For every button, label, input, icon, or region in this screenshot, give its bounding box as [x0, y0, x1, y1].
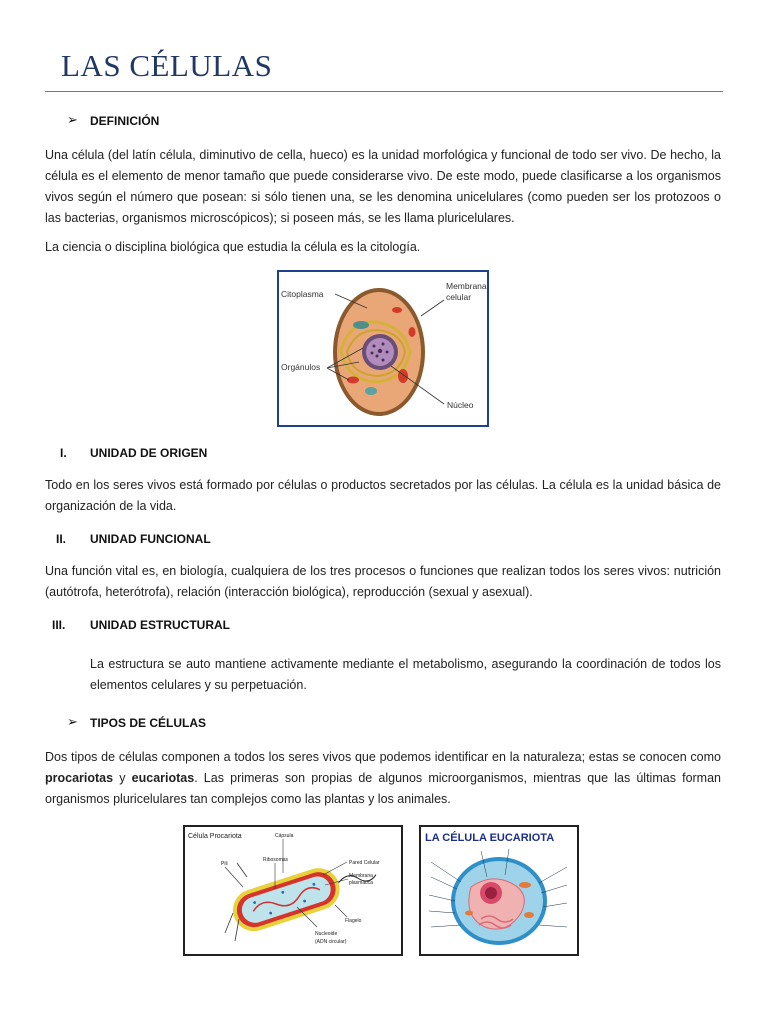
paragraph-unidad-funcional: Una función vital es, en biología, cualquiera de los tres procesos o funciones que realizan todos los seres vivos: nutrición (autótrofa, heterótrofa), relación (interacción biológica), reproducción (sexual y asexual).	[45, 564, 721, 599]
paragraph-tipos	[45, 747, 721, 810]
bullet-arrow-icon: ➢	[67, 714, 78, 729]
label-adn: (ADN circular)	[315, 939, 347, 945]
label-organulos: Orgánulos	[281, 362, 321, 372]
prokaryote-diagram	[183, 825, 403, 956]
label-capsula: Cápsula	[275, 833, 294, 839]
label-nucleoide: Nucleoide	[315, 931, 338, 937]
heading-definicion: DEFINICIÓN	[90, 114, 160, 128]
heading-unidad-estructural: UNIDAD ESTRUCTURAL	[90, 618, 230, 632]
label-celula-procariota: Célula Procariota	[188, 833, 242, 840]
text-run: . Las primeras son propias de algunos microorganismos, mientras que las últimas forman organismos pluricelulares tan complejos como las plantas y los animales.	[45, 771, 721, 806]
label-citoplasma: Citoplasma	[281, 289, 324, 299]
bullet-arrow-icon: ➢	[67, 112, 78, 127]
term-procariotas: procariotas	[45, 771, 114, 785]
title-rule	[45, 91, 723, 92]
page-title: LAS CÉLULAS	[61, 48, 273, 83]
label-ribosomas: Ribosomas	[263, 857, 289, 863]
paragraph-unidad-estructural: La estructura se auto mantiene activamente mediante el metabolismo, asegurando la coordinación de todos los elementos celulares y su perpetuación.	[90, 657, 721, 692]
cell-diagram	[277, 270, 489, 427]
heading-unidad-funcional: UNIDAD FUNCIONAL	[90, 532, 211, 546]
label-pili: Pili	[221, 861, 228, 867]
text-run: y	[113, 771, 132, 785]
paragraph-definicion: Una célula (del latín célula, diminutivo de cella, hueco) es la unidad morfológica y funcional de todo ser vivo. De hecho, la célula es el elemento de menor tamaño que puede considerarse vivo. De este modo, puede clasificarse a los organismos vivos según el número que posean: si sólo tienen una, se les denomina unicelulares (como pueden ser los protozoos o las bacterias, organismos microscópicos); si poseen más, se les llama pluricelulares.	[45, 148, 721, 225]
text-run: Dos tipos de células componen a todos los seres vivos que podemos identificar en la naturaleza; estas se conocen como	[45, 750, 721, 764]
heading-tipos: TIPOS DE CÉLULAS	[90, 716, 207, 730]
label-membrana-2: plasmática	[349, 880, 373, 886]
numeral-ii: II.	[56, 532, 67, 546]
label-membrana-1: Membrana	[446, 281, 487, 291]
label-nucleo: Núcleo	[447, 400, 474, 410]
label-pared-celular: Pared Celular	[349, 860, 380, 866]
eukaryote-diagram	[419, 825, 579, 956]
numeral-iii: III.	[52, 618, 66, 632]
paragraph-unidad-origen: Todo en los seres vivos está formado por células o productos secretados por las células. La célula es la unidad básica de organización de la vida.	[45, 478, 721, 513]
numeral-i: I.	[60, 446, 67, 460]
label-celula-eucariota: LA CÉLULA EUCARIOTA	[425, 832, 555, 844]
label-membrana-2: celular	[446, 292, 472, 302]
label-flagelo: Flagelo	[345, 918, 362, 924]
label-membrana-1: Membrana	[349, 873, 373, 879]
heading-unidad-origen: UNIDAD DE ORIGEN	[90, 446, 208, 460]
term-eucariotas: eucariotas	[131, 771, 195, 785]
paragraph-citologia: La ciencia o disciplina biológica que estudia la célula es la citología.	[45, 240, 421, 254]
